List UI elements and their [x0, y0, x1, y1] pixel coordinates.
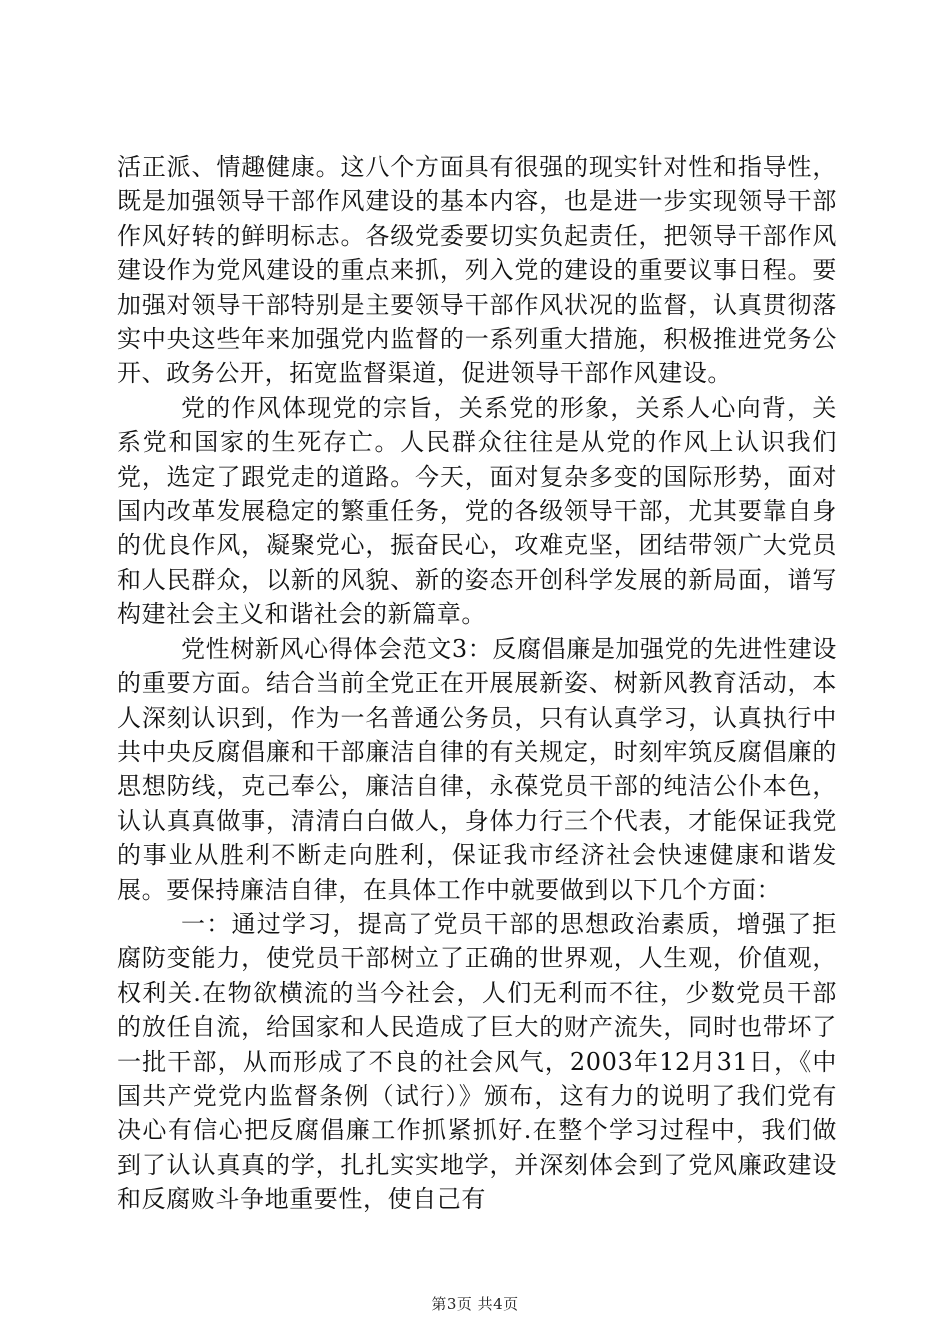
paragraph-sample-essay-3: 党性树新风心得体会范文3：反腐倡廉是加强党的先进性建设的重要方面。结合当前全党正在开展展新姿、树新风教育活动，本人深刻认识到，作为一名普通公务员，只有认真学习，认真执行中共中央反腐倡廉和干部廉洁自律的有关规定，时刻牢筑反腐倡廉的思想防线，克己奉公，廉洁自律，永葆党员干部的纯洁公仆本色，认认真真做事，清清白白做人，身体力行三个代表，才能保证我党的事业从胜利不断走向胜利，保证我市经济社会快速健康和谐发展。要保持廉洁自律，在具体工作中就要做到以下几个方面： — [117, 634, 837, 904]
paragraph-party-style: 党的作风体现党的宗旨，关系党的形象，关系人心向背，关系党和国家的生死存亡。人民群众往往是从党的作风上认识我们党，选定了跟党走的道路。今天，面对复杂多变的国际形势，面对国内改革发展稳定的繁重任务，党的各级领导干部，尤其要靠自身的优良作风，凝聚党心，振奋民心，攻难克坚，团结带领广大党员和人民群众，以新的风貌、新的姿态开创科学发展的新局面，谱写构建社会主义和谐社会的新篇章。 — [117, 393, 837, 629]
page-footer: 第3页 共4页 — [431, 1295, 519, 1313]
paragraph-continuation: 活正派、情趣健康。这八个方面具有很强的现实针对性和指导性，既是加强领导干部作风建设的基本内容，也是进一步实现领导干部作风好转的鲜明标志。各级党委要切实负起责任，把领导干部作风建设作为党风建设的重点来抓，列入党的建设的重要议事日程。要加强对领导干部特别是主要领导干部作风状况的监督，认真贯彻落实中央这些年来加强党内监督的一系列重大措施，积极推进党务公开、政务公开，拓宽监督渠道，促进领导干部作风建设。 — [117, 153, 837, 388]
document-body — [117, 150, 837, 1217]
paragraph-point-one: 一：通过学习，提高了党员干部的思想政治素质，增强了拒腐防变能力，使党员干部树立了正确的世界观，人生观，价值观，权利关.在物欲横流的当今社会，人们无利而不往，少数党员干部的放任自流，给国家和人民造成了巨大的财产流失，同时也带坏了一批干部，从而形成了不良的社会风气，2003年12月31日，《中国共产党党内监督条例（试行）》颁布，这有力的说明了我们党有决心有信心把反腐倡廉工作抓紧抓好.在整个学习过程中，我们做到了认认真真的学，扎扎实实地学，并深刻体会到了党风廉政建设和反腐败斗争地重要性，使自己有 — [117, 909, 837, 1214]
